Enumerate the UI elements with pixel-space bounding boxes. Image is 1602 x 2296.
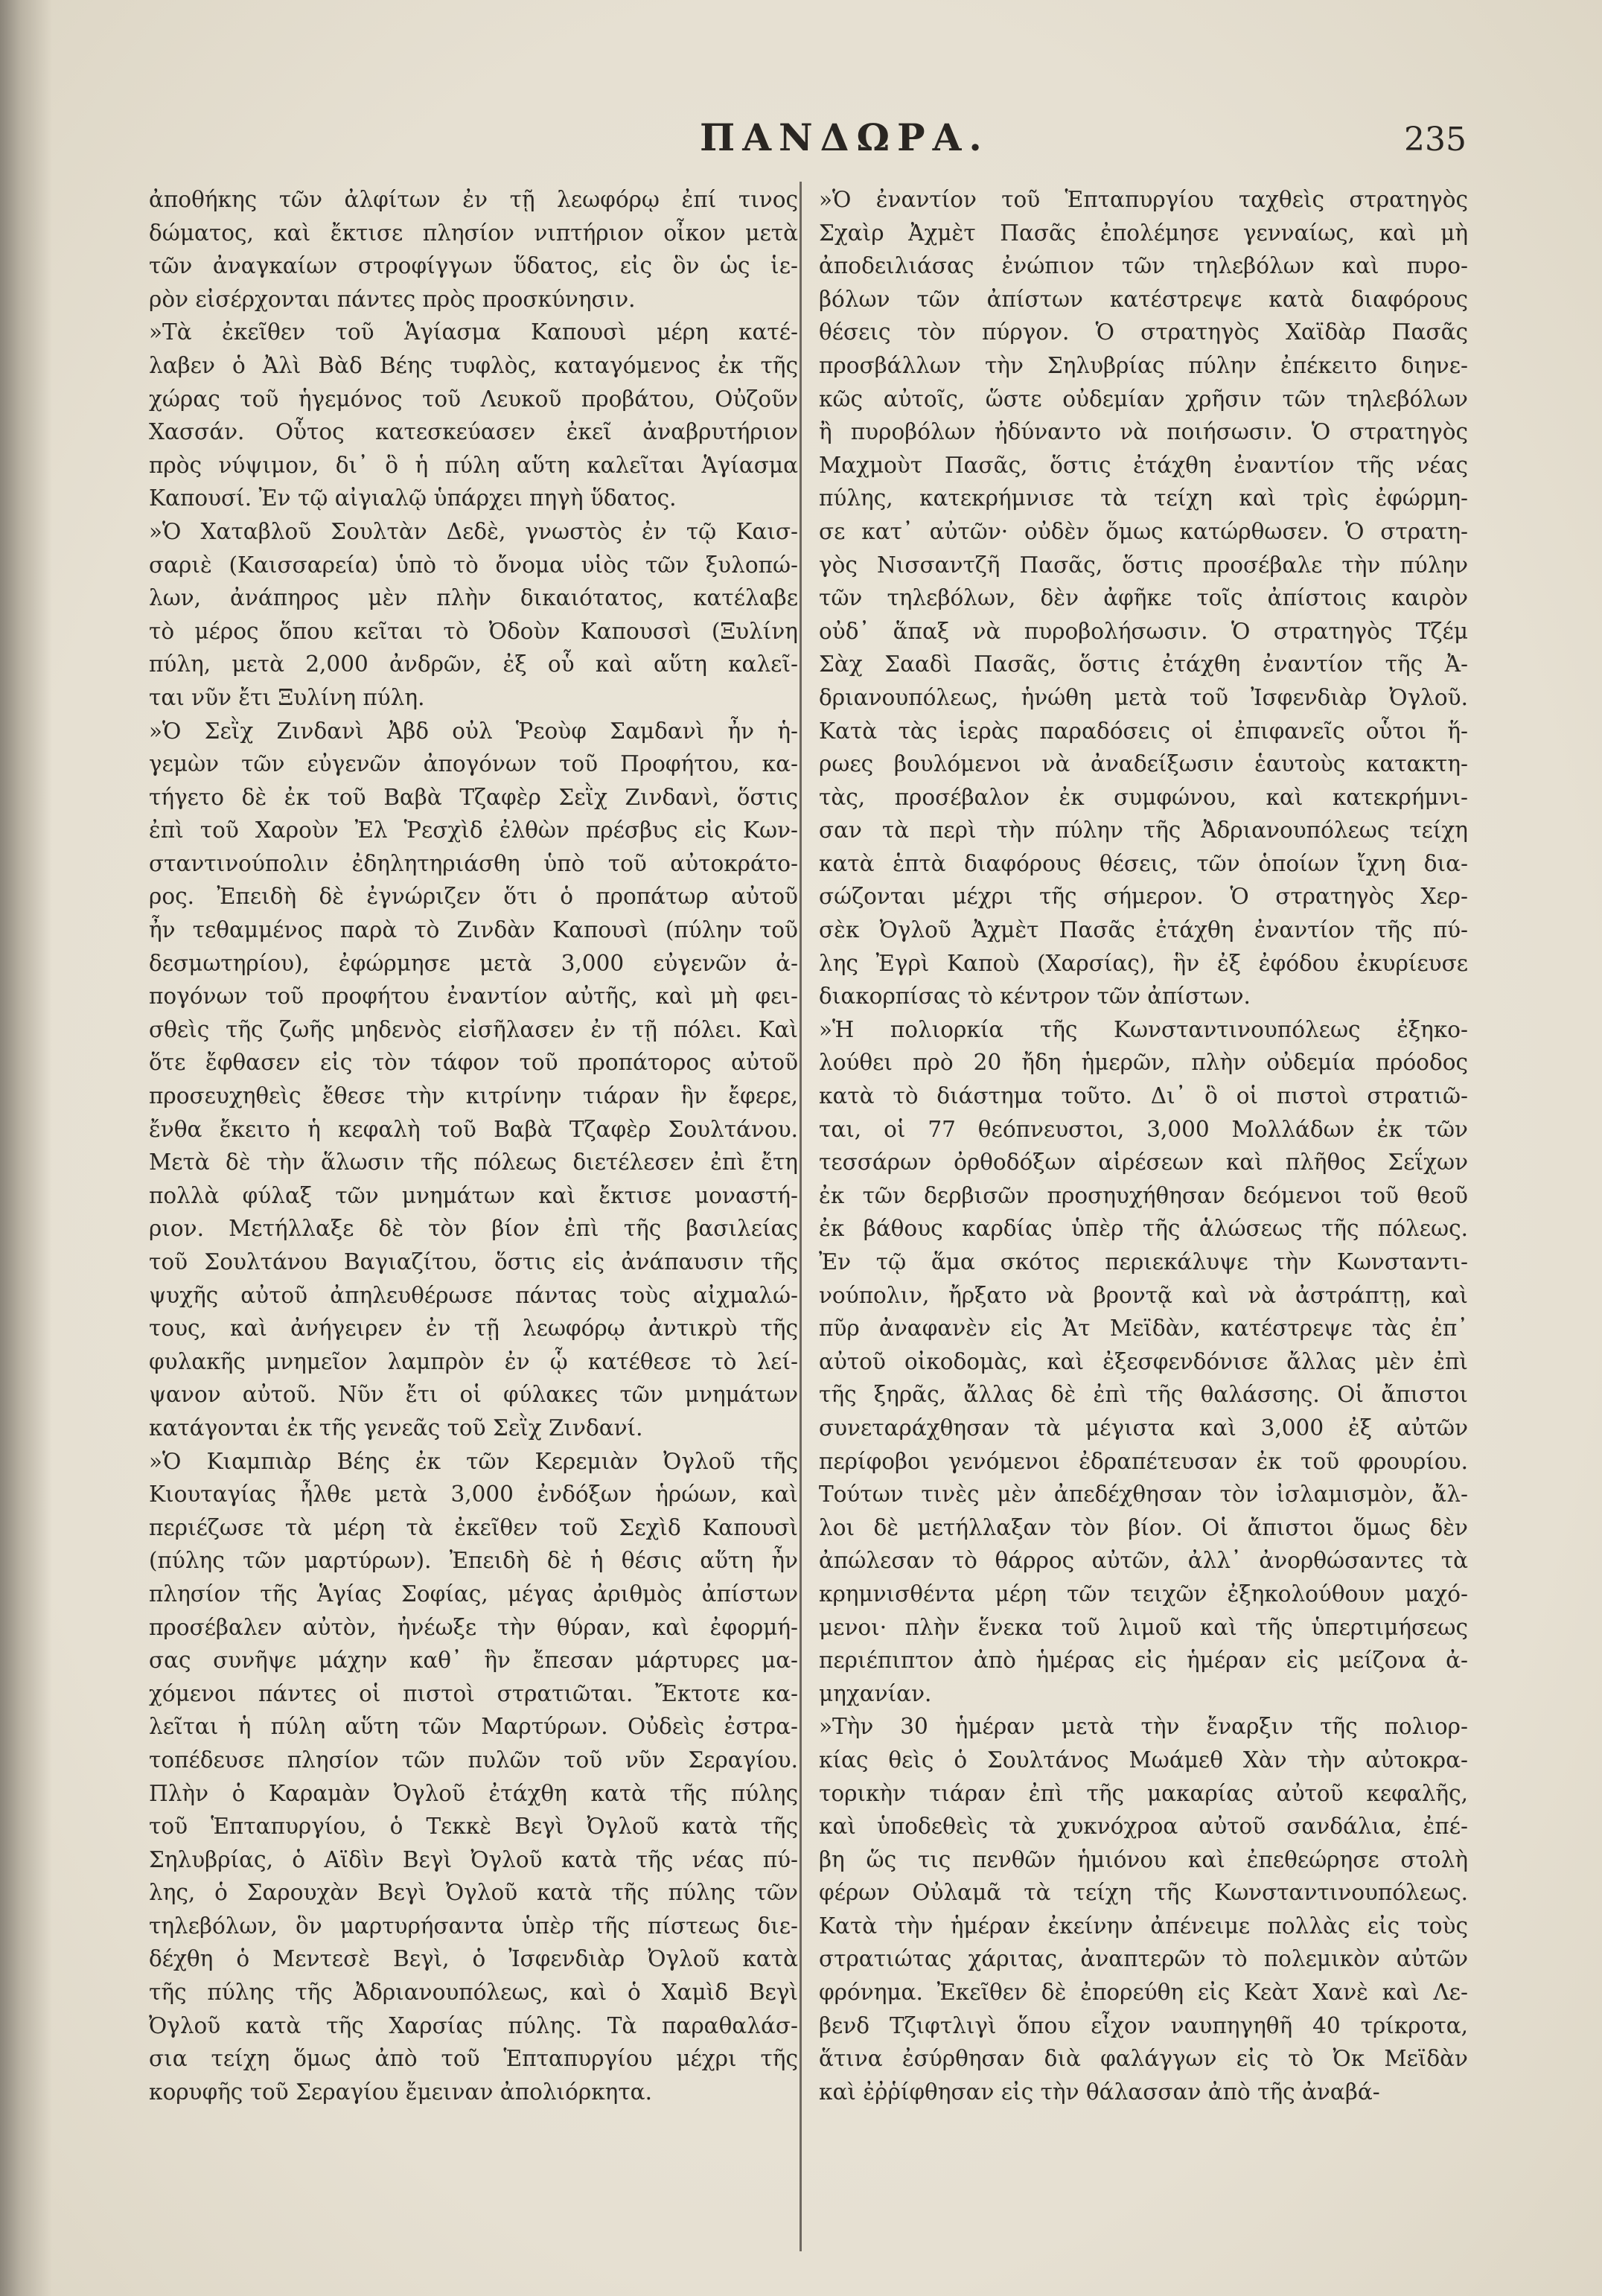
text-line: πλησίον τῆς Ἁγίας Σοφίας, μέγας ἀριθμὸς ἀπίστων [149,1581,798,1607]
text-line: ἢ πυροβόλων ἠδύναντο νὰ ποιήσωσιν. Ὁ στρατηγὸς [819,419,1468,445]
text-line: »Ὁ Χαταβλοῦ Σουλτὰν Δεδὲ, γνωστὸς ἐν τῷ Καισ- [149,518,798,544]
text-line: δριανουπόλεως, ἡνώθη μετὰ τοῦ Ἰσφενδιὰρ Ὀγλοῦ. [819,684,1468,710]
text-line: προσευχηθεὶς ἔθεσε τὴν κιτρίνην τιάραν ἣν ἔφερε, [149,1083,798,1109]
text-line: »Τὴν 30 ἡμέραν μετὰ τὴν ἔναρξιν τῆς πολιορ- [819,1714,1468,1740]
text-line: Τούτων τινὲς μὲν ἀπεδέχθησαν τὸν ἰσλαμισμὸν, ἄλ- [819,1482,1468,1508]
text-line: τοπέδευσε πλησίον τῶν πυλῶν τοῦ νῦν Σεραγίου. [149,1747,798,1773]
text-line: προσέβαλεν αὐτὸν, ἠνέωξε τὴν θύραν, καὶ ἐφορμή- [149,1614,798,1640]
text-line: κορυφῆς τοῦ Σεραγίου ἔμειναν ἀπολιόρκητα. [149,2079,652,2105]
text-line: »Ὁ ἐναντίον τοῦ Ἑπταπυργίου ταχθεὶς στρατηγὸς [819,187,1468,212]
text-line: Κιουταγίας ἦλθε μετὰ 3,000 ἐνδόξων ἡρώων, καὶ [149,1482,798,1508]
text-line: δεσμωτηρίου), ἐφώρμησε μετὰ 3,000 εὐγενῶν ἀ- [149,950,798,976]
text-line: τορικὴν τιάραν ἐπὶ τῆς μακαρίας αὐτοῦ κεφαλῆς, [819,1780,1468,1806]
text-line: καὶ ἐῤῥίφθησαν εἰς τὴν θάλασσαν ἀπὸ τῆς ἀναβά- [819,2079,1380,2105]
running-head [0,112,1602,164]
text-line: »Ἡ πολιορκία τῆς Κωνσταντινουπόλεως ἐξηκο- [819,1016,1468,1042]
text-line: τοῦ Σουλτάνου Βαγιαζίτου, ὅστις εἰς ἀνάπαυσιν τῆς [149,1249,798,1275]
text-line: προσβάλλων τὴν Σηλυβρίας πύλην ἐπέκειτο διηνε- [819,352,1468,378]
text-line: ται, οἱ 77 θεόπνευστοι, 3,000 Μολλάδων ἐκ τῶν [819,1116,1468,1142]
column-divider [800,182,802,2251]
text-line: δώματος, καὶ ἔκτισε πλησίον νιπτήριον οἶκον μετὰ [149,220,798,246]
text-line: σας συνῆψε μάχην καθ᾽ ἣν ἔπεσαν μάρτυρες μα- [149,1648,798,1674]
text-line: Χασσάν. Οὗτος κατεσκεύασεν ἐκεῖ ἀναβρυτήριον [149,419,798,445]
text-line: καὶ ὑποδεθεὶς τὰ χυκνόχροα αὐτοῦ σανδάλια, ἐπέ- [819,1814,1468,1840]
text-line: τῶν τηλεβόλων, δὲν ἀφῆκε τοῖς ἀπίστοις καιρὸν [819,585,1468,611]
text-line: Κατὰ τὰς ἱερὰς παραδόσεις οἱ ἐπιφανεῖς οὗτοι ἥ- [819,718,1468,744]
text-line: (πύλης τῶν μαρτύρων). Ἐπειδὴ δὲ ἡ θέσις αὕτη ἦν [149,1548,798,1574]
text-line: Σχαὶρ Ἀχμὲτ Πασᾶς ἐπολέμησε γενναίως, καὶ μὴ [819,220,1468,246]
text-line: Σηλυβρίας, ὁ Αϊδὶν Βεγὶ Ὀγλοῦ κατὰ τῆς νέας πύ- [149,1846,798,1872]
right-column [819,183,1468,2108]
text-line: πογόνων τοῦ προφήτου ἐναντίον αὐτῆς, καὶ μὴ φει- [149,983,798,1010]
text-line: ρωες βουλόμενοι νὰ ἀναδείξωσιν ἑαυτοὺς κατακτη- [819,751,1468,777]
text-line: περίφοβοι γενόμενοι ἐδραπέτευσαν ἐκ τοῦ φρουρίου. [819,1448,1468,1474]
text-line: γὸς Νισσαντζῆ Πασᾶς, ὅστις προσέβαλε τὴν πύλην [819,552,1468,578]
text-line: ἦν τεθαμμένος παρὰ τὸ Ζινδὰν Καπουσὶ (πύλην τοῦ [149,917,798,943]
text-line: κῶς αὐτοῖς, ὥστε οὐδεμίαν χρῆσιν τῶν τηλεβόλων [819,386,1468,412]
text-line: ψυχῆς αὐτοῦ ἀπηλευθέρωσε πάντας τοὺς αἰχμαλώ- [149,1282,798,1308]
text-line: ἐπὶ τοῦ Χαροὺν Ἐλ Ῥεσχὶδ ἐλθὼν πρέσβυς εἰς Κων- [149,817,798,844]
text-line: στρατιώτας χάριτας, ἀναπτερῶν τὸ πολεμικὸν αὐτῶν [819,1946,1468,1972]
text-line: Μαχμοὺτ Πασᾶς, ὅστις ἐτάχθη ἐναντίον τῆς νέας [819,452,1468,478]
text-line: διακορπίσας τὸ κέντρον τῶν ἀπίστων. [819,983,1251,1010]
text-line: πύλης, κατεκρήμνισε τὰ τείχη καὶ τρὶς ἐφώρμη- [819,485,1468,511]
text-line: ἀποδειλιάσας ἐνώπιον τῶν τηλεβόλων καὶ πυρο- [819,253,1468,279]
text-line: πολλὰ φύλαξ τῶν μνημάτων καὶ ἔκτισε μοναστή- [149,1182,798,1208]
text-line: τεσσάρων ὀρθοδόξων αἱρέσεων καὶ πλῆθος Σεΐχων [819,1149,1468,1176]
journal-title: ΠΑΝΔΩΡΑ. [700,115,989,159]
text-line: ἐκ βάθους καρδίας ὑπὲρ τῆς ἁλώσεως τῆς πόλεως. [819,1216,1468,1242]
text-line: τῶν ἀναγκαίων στροφίγγων ὕδατος, εἰς ὃν ὡς ἱε- [149,253,798,279]
text-line: κατάγονται ἐκ τῆς γενεᾶς τοῦ Σεῒχ Ζινδανί. [149,1415,643,1441]
text-line: βενδ Τζιφτλιγὶ ὅπου εἶχον ναυπηγηθῆ 40 τρίκροτα, [819,2012,1468,2038]
text-line: κατὰ τὸ διάστημα τοῦτο. Δι᾽ ὃ οἱ πιστοὶ στρατιῶ- [819,1083,1468,1109]
text-line: ριον. Μετήλλαξε δὲ τὸν βίον ἐπὶ τῆς βασιλείας [149,1216,798,1242]
text-line: τους, καὶ ἀνήγειρεν ἐν τῇ λεωφόρῳ ἀντικρὺ τῆς [149,1316,798,1342]
text-line: σαριὲ (Καισσαρεία) ὑπὸ τὸ ὄνομα υἱὸς τῶν ξυλοπώ- [149,552,798,578]
text-line: Πλὴν ὁ Καραμὰν Ὀγλοῦ ἐτάχθη κατὰ τῆς πύλης [149,1780,798,1806]
text-line: χόμενοι πάντες οἱ πιστοὶ στρατιῶται. Ἔκτοτε κα- [149,1680,798,1706]
text-line: λης, ὁ Σαρουχὰν Βεγὶ Ὀγλοῦ κατὰ τῆς πύλης τῶν [149,1880,798,1906]
text-line: »Ὁ Σεῒχ Ζινδανὶ Ἀβδ οὐλ Ῥεοὺφ Σαμδανὶ ἦν ἡ- [149,718,798,744]
text-line: οὐδ᾽ ἅπαξ νὰ πυροβολήσωσιν. Ὁ στρατηγὸς Τζέμ [819,618,1468,644]
text-line: τοῦ Ἑπταπυργίου, ὁ Τεκκὲ Βεγὶ Ὀγλοῦ κατὰ τῆς [149,1814,798,1840]
text-line: σθεὶς τῆς ζωῆς μηδενὸς εἰσῆλασεν ἐν τῇ πόλει. Καὶ [149,1016,798,1042]
text-line: σταντινούπολιν ἐδηλητηριάσθη ὑπὸ τοῦ αὐτοκράτο- [149,850,798,876]
text-line: σε κατ᾽ αὐτῶν· οὐδὲν ὅμως κατώρθωσεν. Ὁ στρατη- [819,518,1468,544]
text-line: περιέζωσε τὰ μέρη τὰ ἐκεῖθεν τοῦ Σεχὶδ Καπουσὶ [149,1514,798,1540]
text-line: γεμὼν τῶν εὐγενῶν ἀπογόνων τοῦ Προφήτου, κα- [149,751,798,777]
text-line: μηχανίαν. [819,1680,932,1706]
text-line: Σὰχ Σααδὶ Πασᾶς, ὅστις ἐτάχθη ἐναντίον τῆς Ἀ- [819,651,1468,677]
text-line: μενοι· πλὴν ἕνεκα τοῦ λιμοῦ καὶ τῆς ὑπερτιμήσεως [819,1614,1468,1640]
text-line: αὐτοῦ οἰκοδομὰς, καὶ ἐξεσφενδόνισε ἄλλας μὲν ἐπὶ [819,1348,1468,1374]
text-line: ἅτινα ἐσύρθησαν διὰ φαλάγγων εἰς τὸ Ὀκ Μεϊδὰν [819,2046,1468,2072]
text-line: κατὰ ἑπτὰ διαφόρους θέσεις, τῶν ὁποίων ἴχνη δια- [819,850,1468,876]
text-line: ἐκ τῶν δερβισῶν προσηυχήθησαν δεόμενοι τοῦ θεοῦ [819,1182,1468,1208]
text-line: βη ὥς τις πενθῶν ἡμιόνου καὶ ἐπεθεώρησε στολὴ [819,1846,1468,1872]
text-line: Ἐν τῷ ἅμα σκότος περιεκάλυψε τὴν Κωνσταντι- [819,1249,1468,1275]
text-line: χώρας τοῦ ἡγεμόνος τοῦ Λευκοῦ προβάτου, Οὐζοῦν [149,386,798,412]
text-line: ψανον αὐτοῦ. Νῦν ἔτι οἱ φύλακες τῶν μνημάτων [149,1382,798,1408]
text-line: σια τείχη ὅμως ἀπὸ τοῦ Ἑπταπυργίου μέχρι τῆς [149,2046,798,2072]
binding-shadow [0,0,52,2296]
text-line: σαν τὰ περὶ τὴν πύλην τῆς Ἀδριανουπόλεως τείχη [819,817,1468,844]
text-line: τήγετο δὲ ἐκ τοῦ Βαβὰ Τζαφὲρ Σεῒχ Ζινδανὶ, ὅστις [149,784,798,810]
text-line: φέρων Οὐλαμᾶ τὰ τείχη τῆς Κωνσταντινουπόλεως. [819,1880,1468,1906]
text-line: συνεταράχθησαν τὰ μέγιστα καὶ 3,000 ἐξ αὐτῶν [819,1415,1468,1441]
text-line: λεῖται ἡ πύλη αὕτη τῶν Μαρτύρων. Οὐδεὶς ἐστρα- [149,1714,798,1740]
text-line: Κατὰ τὴν ἡμέραν ἐκείνην ἀπένειμε πολλὰς εἰς τοὺς [819,1913,1468,1939]
text-line: λων, ἀνάπηρος μὲν πλὴν δικαιότατος, κατέλαβε [149,585,798,611]
text-line: λοι δὲ μετήλλαξαν τὸν βίον. Οἱ ἄπιστοι ὅμως δὲν [819,1514,1468,1540]
text-line: ἀπώλεσαν τὸ θάρρος αὐτῶν, ἀλλ᾽ ἀνορθώσαντες τὰ [819,1548,1468,1574]
text-line: τὸ μέρος ὅπου κεῖται τὸ Ὀδοὺν Καπουσσὶ (Ξυλίνη [149,618,798,644]
text-line: θέσεις τὸν πύργον. Ὁ στρατηγὸς Χαϊδὰρ Πασᾶς [819,319,1468,345]
text-line: πῦρ ἀναφανὲν εἰς Ἀτ Μεϊδὰν, κατέστρεψε τὰς ἐπ᾽ [819,1316,1468,1342]
text-line: ὅτε ἔφθασεν εἰς τὸν τάφον τοῦ προπάτορος αὐτοῦ [149,1050,798,1076]
text-line: νούπολιν, ἤρξατο νὰ βροντᾷ καὶ νὰ ἀστράπτῃ, καὶ [819,1282,1468,1308]
text-line: πρὸς νύψιμον, δι᾽ ὃ ἡ πύλη αὕτη καλεῖται Ἁγίασμα [149,452,798,478]
text-line: Ὀγλοῦ κατὰ τῆς Χαρσίας πύλης. Τὰ παραθαλάσ- [149,2012,798,2038]
left-column [149,183,798,2108]
text-line: σώζονται μέχρι τῆς σήμερον. Ὁ στρατηγὸς Χερ- [819,884,1468,910]
text-line: φρόνημα. Ἐκεῖθεν δὲ ἐπορεύθη εἰς Κεὰτ Χανὲ καὶ Λε- [819,1980,1468,2006]
text-line: τῆς ξηρᾶς, ἄλλας δὲ ἐπὶ τῆς θαλάσσης. Οἱ ἄπιστοι [819,1382,1468,1408]
text-line: πύλη, μετὰ 2,000 ἀνδρῶν, ἐξ οὗ καὶ αὕτη καλεῖ- [149,651,798,677]
text-line: λαβεν ὁ Ἀλὶ Βὰδ Βέης τυφλὸς, καταγόμενος ἐκ τῆς [149,352,798,378]
text-line: ἀποθήκης τῶν ἀλφίτων ἐν τῇ λεωφόρῳ ἐπί τινος [149,187,798,212]
text-line: λης Ἐγρὶ Καποὺ (Χαρσίας), ἣν ἐξ ἐφόδου ἐκυρίευσε [819,950,1468,976]
text-line: Καπουσί. Ἐν τῷ αἰγιαλῷ ὑπάρχει πηγὴ ὕδατος. [149,485,677,511]
text-line: κρημνισθέντα μέρη τῶν τειχῶν ἐξηκολούθουν μαχό- [819,1581,1468,1607]
page-number: 235 [1404,121,1467,159]
text-line: τὰς, προσέβαλον ἐκ συμφώνου, καὶ κατεκρήμνι- [819,784,1468,810]
text-line: ἔνθα ἔκειτο ἡ κεφαλὴ τοῦ Βαβὰ Τζαφὲρ Σουλτάνου. [149,1116,798,1142]
text-line: ρος. Ἐπειδὴ δὲ ἐγνώριζεν ὅτι ὁ προπάτωρ αὐτοῦ [149,884,798,910]
text-line: ται νῦν ἔτι Ξυλίνη πύλη. [149,684,425,710]
text-line: τηλεβόλων, ὃν μαρτυρήσαντα ὑπὲρ τῆς πίστεως διε- [149,1913,798,1939]
text-line: »Τὰ ἐκεῖθεν τοῦ Ἁγίασμα Καπουσὶ μέρη κατέ- [149,319,798,345]
text-line: λούθει πρὸ 20 ἤδη ἡμερῶν, πλὴν οὐδεμία πρόοδος [819,1050,1468,1076]
text-line: ρὸν εἰσέρχονται πάντες πρὸς προσκύνησιν. [149,286,636,312]
text-line: φυλακῆς μνημεῖον λαμπρὸν ἐν ᾧ κατέθεσε τὸ λεί- [149,1348,798,1374]
text-line: κίας θεὶς ὁ Σουλτάνος Μωάμεθ Χὰν τὴν αὐτοκρα- [819,1747,1468,1773]
text-line: περιέπιπτον ἀπὸ ἡμέρας εἰς ἡμέραν εἰς μείζονα ἀ- [819,1648,1468,1674]
text-line: Μετὰ δὲ τὴν ἅλωσιν τῆς πόλεως διετέλεσεν ἐπὶ ἔτη [149,1149,798,1176]
text-line: τῆς πύλης τῆς Ἀδριανουπόλεως, καὶ ὁ Χαμὶδ Βεγὶ [149,1980,798,2006]
text-line: βόλων τῶν ἀπίστων κατέστρεψε κατὰ διαφόρους [819,286,1468,312]
text-line: »Ὁ Κιαμπιὰρ Βέης ἐκ τῶν Κερεμιὰν Ὀγλοῦ τῆς [149,1448,798,1474]
text-line: δέχθη ὁ Μεντεσὲ Βεγὶ, ὁ Ἰσφενδιὰρ Ὀγλοῦ κατὰ [149,1946,798,1972]
text-line: σὲκ Ὀγλοῦ Ἀχμὲτ Πασᾶς ἐτάχθη ἐναντίον τῆς πύ- [819,917,1468,943]
